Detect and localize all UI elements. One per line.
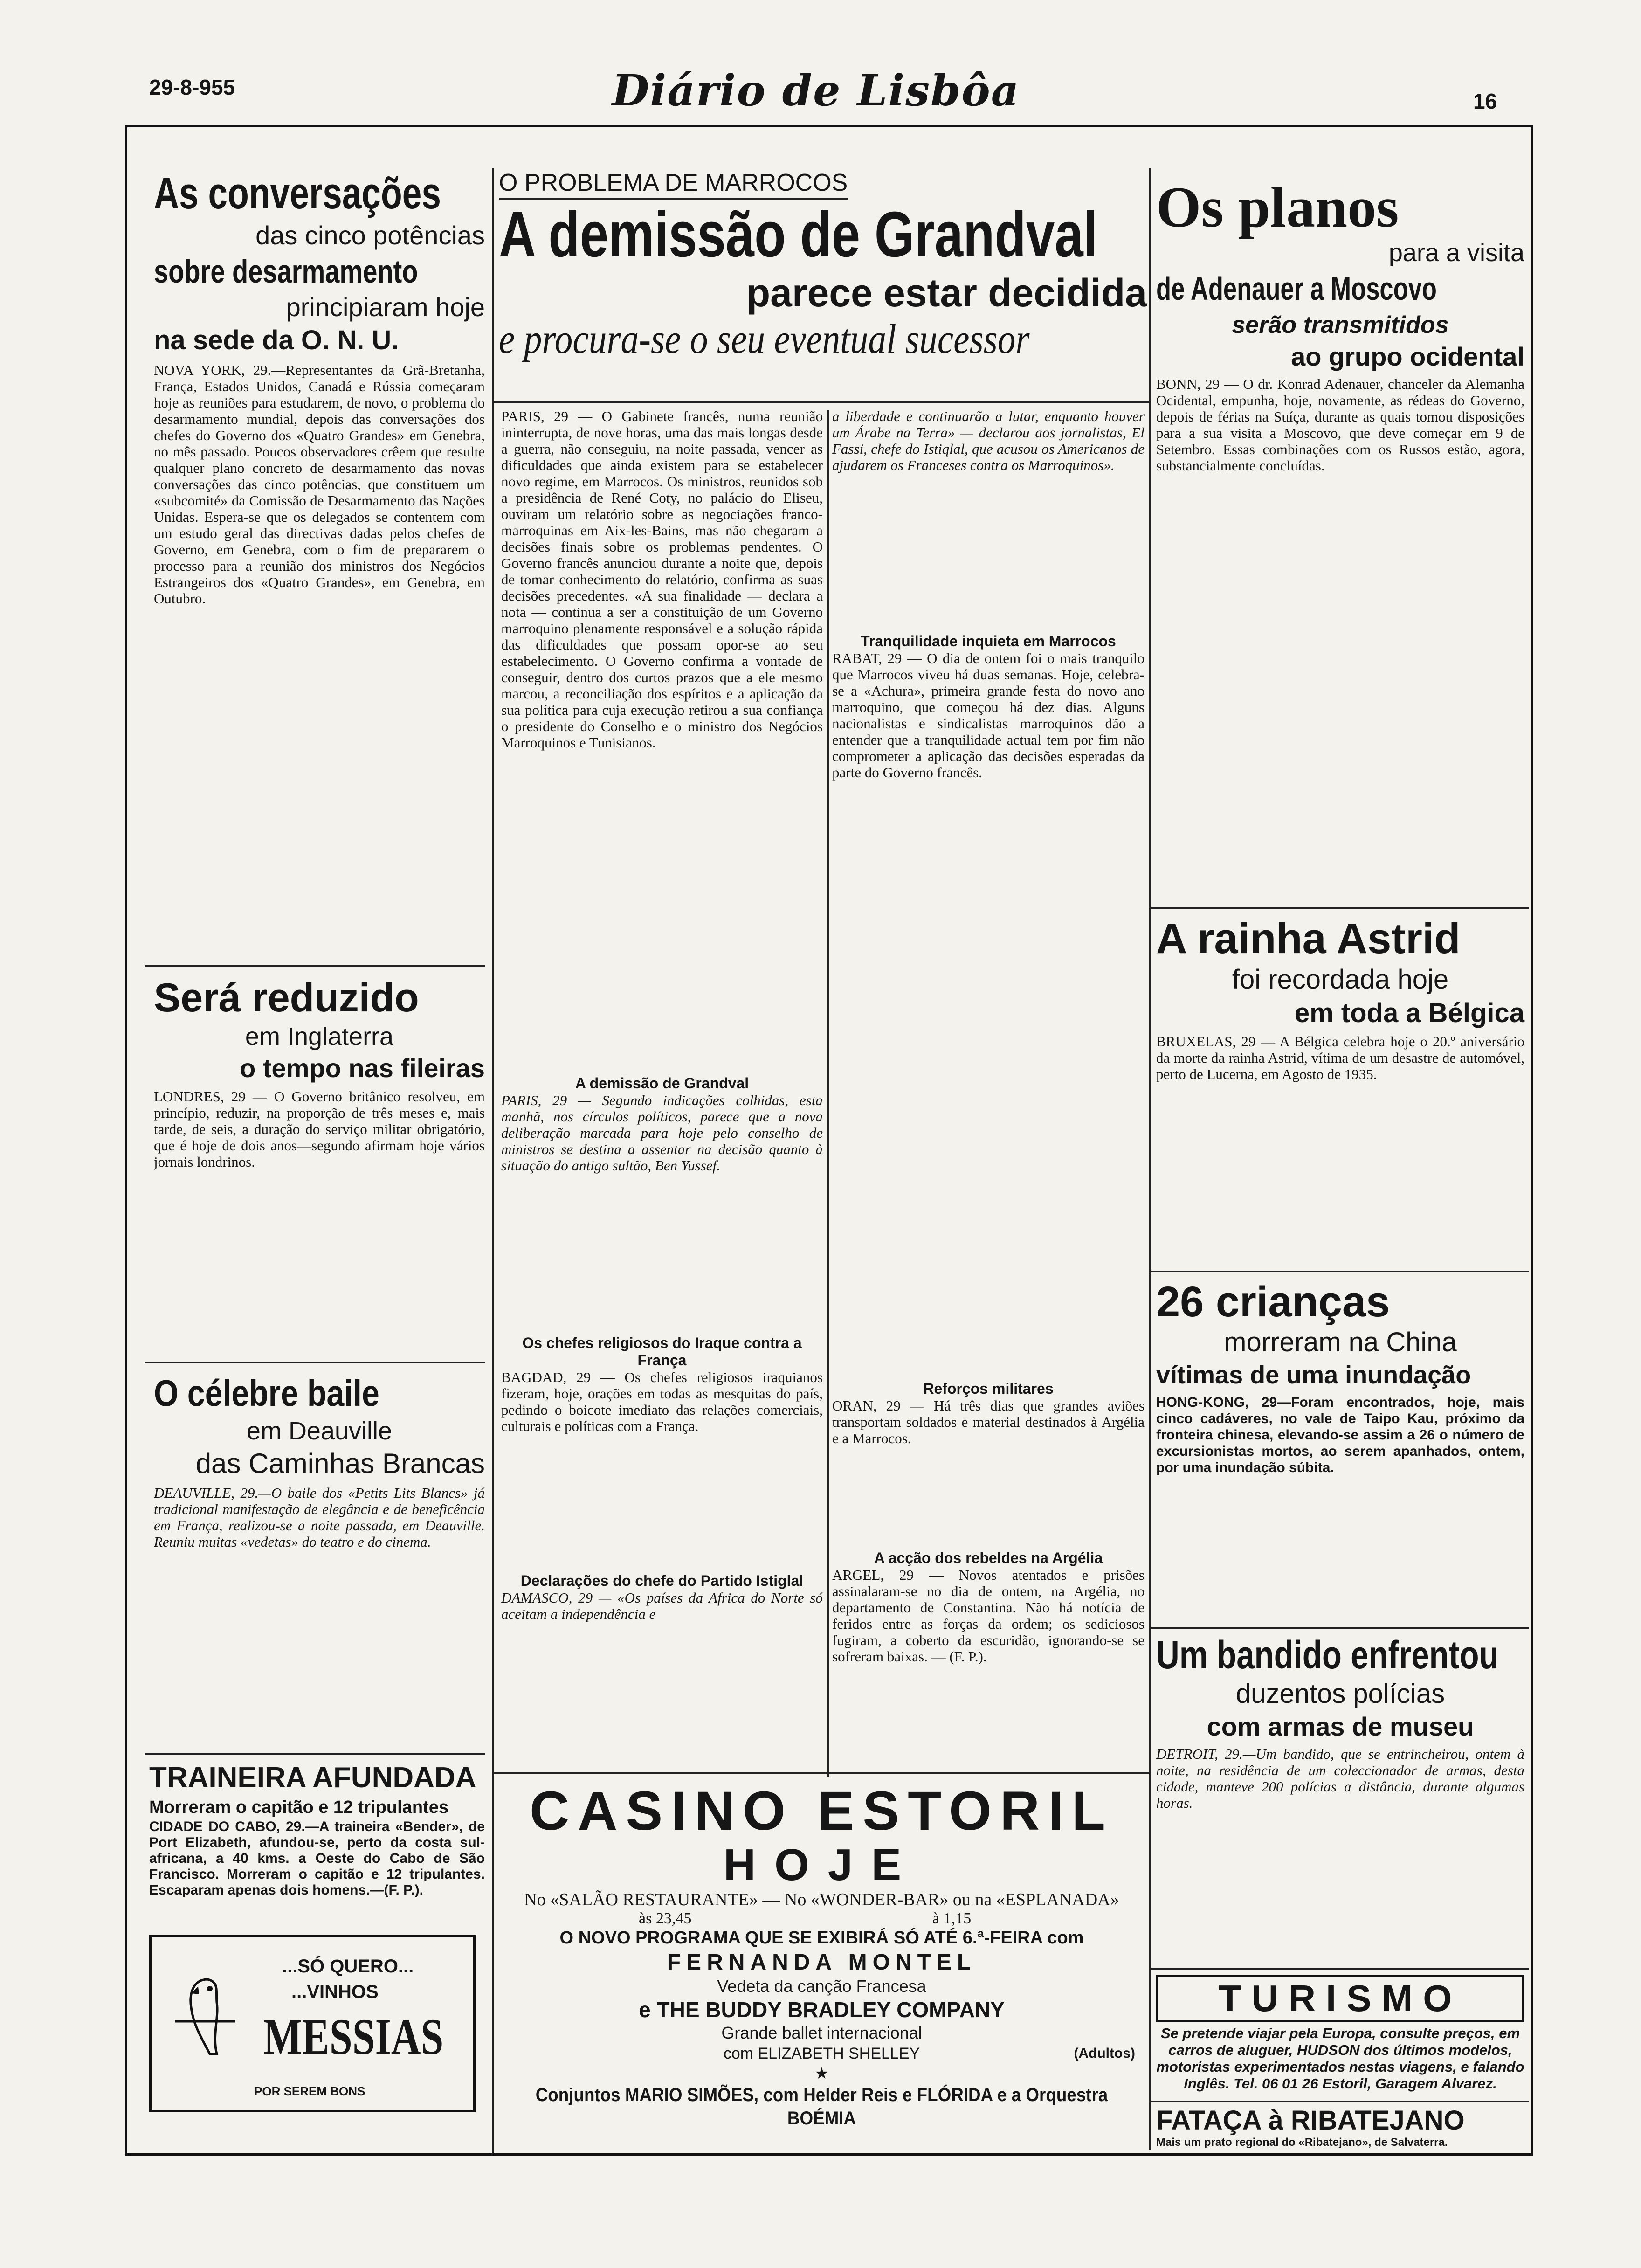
headline: Um bandido enfrentou [1156, 1633, 1499, 1677]
issue-date: 29-8-955 [149, 75, 235, 99]
article-body: DETROIT, 29.—Um bandido, que se entrincheirou, ontem à noite, na residência de um coleccionador de armas, desta cidade, manteve 200 polícias a distância, durante algumas horas. [1156, 1746, 1524, 1811]
ad-line: Grande ballet internacional [721, 2023, 922, 2042]
ad-line: Vedeta da canção Francesa [717, 1977, 926, 1996]
casino-estoril-ad [499, 1781, 1145, 2145]
subhead: Reforços militares [923, 1380, 1054, 1397]
headline: As conversações [154, 168, 441, 218]
divider [145, 1753, 485, 1755]
article-body: CIDADE DO CABO, 29.—A traineira «Bender», de Port Elizabeth, afundou-se, perto da costa sul-africana, a 40 kms. a Oeste do Cabo de São Francisco. Morreram o capitão e 12 tripulantes. Escaparam apenas dois homens.—(F. P.). [149, 1819, 485, 1898]
ad-text: Mais um prato regional do «Ribatejano», de Salvaterra. [1156, 2136, 1448, 2149]
ad-line: FERNANDA MONTEL [667, 1950, 977, 1975]
subhead: A demissão de Grandval [575, 1075, 749, 1092]
article-body: DEAUVILLE, 29.—O baile dos «Petits Lits Blancs» já tradicional manifestação de elegância e de beneficência em França, realizou-se a noite passada, em Deauville. Reuniu muitas «vedetas» do teatro e do cinema. [154, 1485, 485, 1550]
article-astrid [1156, 914, 1524, 1266]
headline-line: em Deauville [246, 1417, 393, 1445]
article-military-service [154, 975, 485, 1368]
headline-line: sobre desarmamento [154, 253, 418, 290]
column-3 [832, 408, 1145, 1744]
article-body: BAGDAD, 29 — Os chefes religiosos iraquianos fizeram, hoje, orações em todas as mesquitas do país, pedindo o boicote imediato das relações comerciais, culturais e políticas com a França. [501, 1369, 823, 1434]
article-disarmament [154, 168, 485, 968]
ad-line: e THE BUDDY BRADLEY COMPANY [639, 1998, 1005, 2022]
article-body: ARGEL, 29 — Novos atentados e prisões assinalaram-se no dia de ontem, na Argélia, no departamento de Constantina. Não há notícia de feridos entre as forças da ordem; os sediciosos fugiram, a coberto da escuridão, ignorando-se se sofreram baixas. — (F. P.). [832, 1567, 1145, 1665]
ad-line: ...SÓ QUERO... [282, 1956, 414, 1977]
column-divider [827, 410, 829, 1777]
headline: TRAINEIRA AFUNDADA [149, 1762, 476, 1794]
divider [494, 401, 1149, 403]
headline-line: na sede da O. N. U. [154, 325, 399, 355]
ad-title: TURISMO [1156, 1975, 1524, 2022]
ad-rating: (Adultos) [1074, 2046, 1135, 2061]
article-body: a liberdade e continuarão a lutar, enquanto houver um Árabe na Terra» — declarou aos jornalistas, El Fassi, chefe do Istiqlal, que acusou os Americanos de ajudarem os Franceses contra os Marroquinos». [832, 408, 1145, 473]
headline-line: e procura-se o seu eventual sucessor [499, 316, 1030, 362]
messias-wine-ad [149, 1935, 476, 2112]
headline-line: parece estar decidida [746, 271, 1147, 315]
divider [1151, 907, 1529, 909]
parrot-icon [165, 1965, 245, 2059]
article-body: BRUXELAS, 29 — A Bélgica celebra hoje o 20.º aniversário da morte da rainha Astrid, vítima de um desastre de automóvel, perto de Lucerna, em Agosto de 1935. [1156, 1033, 1524, 1082]
headline-line: serão transmitidos [1232, 311, 1449, 339]
article-adenauer [1156, 177, 1524, 907]
article-body: PARIS, 29 — Segundo indicações colhidas, esta manhã, nos círculos políticos, parece que a nova deliberação marcada para hoje pelo conselho de ministros se destina a assentar na decisão quanto à situação do antigo sultão, Ben Yussef. [501, 1092, 823, 1174]
headline-line: em toda a Bélgica [1294, 998, 1524, 1028]
subhead: A acção dos rebeldes na Argélia [874, 1549, 1103, 1566]
subhead: Declarações do chefe do Partido Istiglal [520, 1572, 804, 1589]
headline: A demissão de Grandval [499, 199, 1098, 270]
headline-line: principiaram hoje [286, 292, 485, 322]
article-body: RABAT, 29 — O dia de ontem foi o mais tranquilo que Marrocos viveu há duas semanas. Hoje, celebra-se a «Achura», primeira grande festa do novo ano marroquino, que começou há dez dias. Alguns nacionalistas e sindicalistas marroquinos dão a entender que a tranquilidade actual tem por fim não comprometer a aplicação das decisões esperadas da parte do Governo francês. [832, 650, 1145, 781]
article-deauville [154, 1371, 485, 1718]
headline-line: vítimas de uma inundação [1156, 1361, 1471, 1389]
ad-line: O NOVO PROGRAMA QUE SE EXIBIRÁ SÓ ATÉ 6.ª-FEIRA com [559, 1928, 1084, 1948]
article-body: BONN, 29 — O dr. Konrad Adenauer, chanceler da Alemanha Ocidental, empunha, hoje, novamente, as rédeas do Governo, depois de férias na Suíça, durante as quais tomou disposições para a sua visita a Moscovo, que deve começar em 9 de Setembro. Essas combinações com os Russos estão, agora, substancialmente concluídas. [1156, 376, 1524, 474]
ad-subtitle: HOJE [723, 1840, 920, 1890]
headline-line: foi recordada hoje [1232, 964, 1449, 995]
newspaper-title: Diário de Lisbôa [612, 65, 1020, 116]
ad-time: à 1,15 [932, 1910, 972, 1927]
headline-line: ao grupo ocidental [1291, 342, 1524, 371]
article-china-flood [1156, 1278, 1524, 1637]
headline-line: morreram na China [1224, 1327, 1457, 1357]
column-divider [492, 168, 494, 1777]
ad-line: Conjuntos MARIO SIMÕES, com Helder Reis e FLÓRIDA e a Orquestra BOÉMIA [535, 2085, 1108, 2129]
headline-line: duzentos polícias [1235, 1679, 1445, 1709]
ad-text: Se pretende viajar pela Europa, consulte preços, em carros de aluguer, HUDSON dos últimos modelos, motoristas experimentados nestas viagens, e falando Inglês. Tel. 06 01 26 Estoril, Garagem Alvarez. [1156, 2025, 1524, 2092]
page-number: 16 [1473, 89, 1497, 113]
ad-title: CASINO ESTORIL [530, 1780, 1114, 1842]
ad-title: FATAÇA à RIBATEJANO [1156, 2105, 1465, 2136]
column-divider [1149, 168, 1151, 2150]
headline: O célebre baile [154, 1372, 379, 1414]
divider [1151, 2101, 1529, 2102]
headline-line: com armas de museu [1207, 1712, 1474, 1741]
headline: 26 crianças [1156, 1278, 1390, 1326]
article-body: HONG-KONG, 29—Foram encontrados, hoje, mais cinco cadáveres, no vale de Taipo Kau, próximo da fronteira chinesa, elevando-se assim a 26 o número de excursionistas mortos, ao serem apanhados, ontem, por uma inundação súbita. [1156, 1395, 1524, 1475]
divider [494, 1772, 1149, 1774]
ad-line: No «SALÃO RESTAURANTE» — No «WONDER-BAR» ou na «ESPLANADA» [524, 1890, 1119, 1909]
ad-line: com ELIZABETH SHELLEY [723, 2045, 920, 2062]
headline-line: das cinco potências [255, 221, 485, 250]
divider [145, 1362, 485, 1363]
divider [1151, 1271, 1529, 1272]
star-icon: ★ [814, 2065, 829, 2082]
headline-line: Morreram o capitão e 12 tripulantes [149, 1798, 448, 1817]
column-divider [492, 1772, 494, 2154]
article-body: ORAN, 29 — Há três dias que grandes aviões transportam soldados e material destinados à Argélia e a Marrocos. [832, 1397, 1145, 1446]
headline-line: para a visita [1388, 239, 1524, 267]
headline-line: o tempo nas fileiras [240, 1053, 485, 1083]
ad-brand: MESSIAS [263, 2008, 444, 2065]
article-trawler [149, 1760, 485, 1917]
fataca-ad [1156, 2105, 1524, 2149]
subhead: Os chefes religiosos do Iraque contra a França [522, 1335, 802, 1369]
column-2 [501, 408, 823, 1627]
headline-line: em Inglaterra [245, 1023, 394, 1051]
divider [1151, 1968, 1529, 1970]
headline-line: das Caminhas Brancas [195, 1448, 485, 1479]
ad-footer: POR SEREM BONS [254, 2084, 365, 2098]
kicker: O PROBLEMA DE MARROCOS [499, 168, 848, 200]
article-detroit [1156, 1632, 1524, 1951]
divider [145, 965, 485, 967]
turismo-ad [1156, 1975, 1524, 2109]
headline: Os planos [1156, 175, 1399, 239]
headline: Será reduzido [154, 975, 419, 1020]
subhead: Tranquilidade inquieta em Marrocos [861, 633, 1116, 650]
article-body: DAMASCO, 29 — «Os países da Africa do Norte só aceitam a independência e [501, 1590, 823, 1622]
headline: A rainha Astrid [1156, 915, 1461, 962]
article-grandval [499, 168, 1147, 363]
ad-time: às 23,45 [639, 1910, 692, 1927]
article-body: LONDRES, 29 — O Governo britânico resolveu, em princípio, reduzir, na proporção de três meses e, mais tarde, de seis, a duração do serviço militar obrigatório, que é hoje de dois anos—segundo afirmam hoje vários jornais londrinos. [154, 1088, 485, 1170]
article-body: PARIS, 29 — O Gabinete francês, numa reunião ininterrupta, de nove horas, uma das mais longas desde a guerra, não conseguiu, na noite passada, vencer as dificuldades que ainda existem para se estabelecer novo regime, em Marrocos. Os ministros, reunidos sob a presidência de René Coty, no palácio do Eliseu, ouviram um relatório sobre as negociações franco-marroquinas em Aix-les-Bains, mas não chegaram a decisões finais sobre os problemas pendentes. O Governo francês anunciou durante a noite que, depois de tomar conhecimento do relatório, confirma as suas decisões precedentes. «A sua finalidade — declara a nota — continua a ser a constituição de um Governo marroquino plenamente responsável e a solução rápida das dificuldades que possam opor-se ao seu estabelecimento. O Governo confirma a vontade de conseguir, dentro dos curtos prazos que a ele mesmo marcou, a reconciliação dos espíritos e a aplicação da sua política para cuja execução retirou a sua confiança o presidente do Conselho e o ministro dos Negócios Marroquinos e Tunisianos. [501, 408, 823, 751]
headline-line: de Adenauer a Moscovo [1156, 270, 1437, 307]
ad-line: ...VINHOS [291, 1982, 379, 2002]
divider [1151, 1627, 1529, 1629]
article-body: NOVA YORK, 29.—Representantes da Grã-Bretanha, França, Estados Unidos, Canadá e Rússia começaram hoje as reuniões para estudarem, de novo, o problema do desarmamento mundial, depois das conversações dos chefes do Governo dos «Quatro Grandes» em Genebra, no mês passado. Poucos observadores crêem que resulte qualquer plano concreto de desarmamento das novas conversações das cinco potências, que constituem um «subcomité» da Comissão de Desarmamento das Nações Unidas. Espera-se que os delegados se contentem com um estudo geral das directivas dadas pelos chefes de Governo, em Genebra, com o fim de prepararem o processo para a reunião dos ministros dos Negócios Estrangeiros dos «Quatro Grandes», em Genebra, em Outubro. [154, 362, 485, 607]
